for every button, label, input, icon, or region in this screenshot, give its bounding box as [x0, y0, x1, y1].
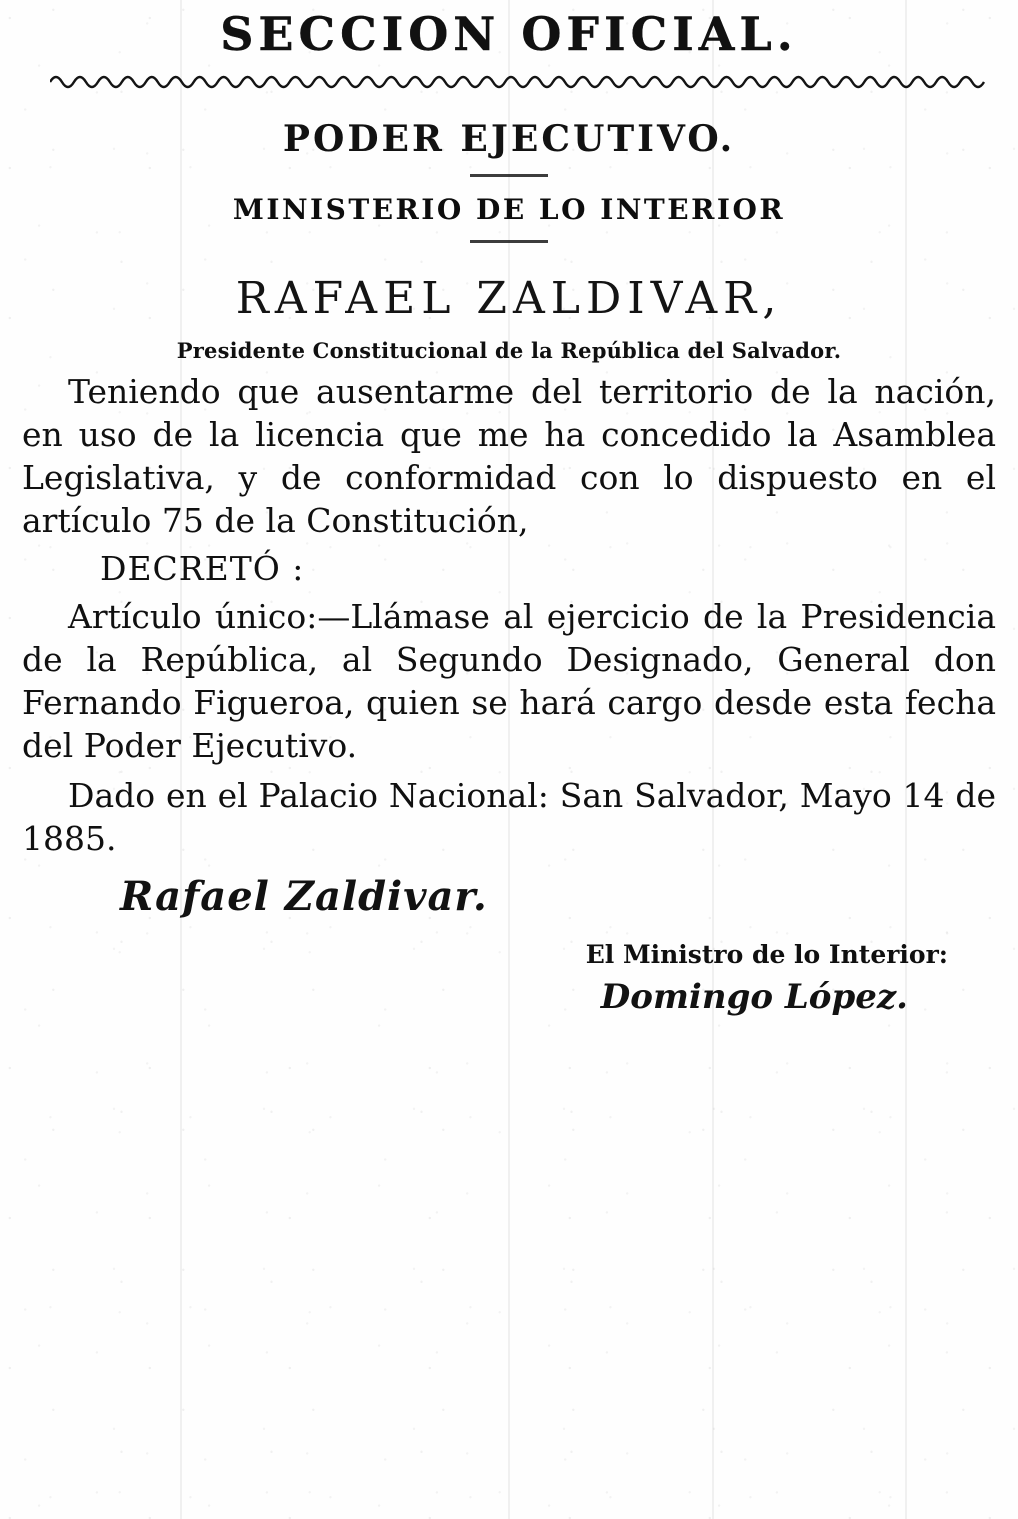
preamble-paragraph: Teniendo que ausentarme del territorio de la nación, en uso de la licencia que me ha concedido la Asamblea Legislativa, y de conformidad con lo dispuesto en el artículo 75 de la Constitución, [22, 372, 996, 540]
wavy-divider [50, 68, 988, 90]
preamble-block [22, 371, 996, 543]
president-title-subtitle: Presidente Constitucional de la República del Salvador. [176, 338, 842, 364]
page-title: SECCION OFICIAL. [220, 7, 798, 61]
section-heading-executive-power: PODER EJECUTIVO. [282, 118, 736, 161]
article-block [22, 596, 996, 768]
signature-president: Rafael Zaldivar. [120, 873, 488, 921]
article-paragraph: Artículo único:—Llámase al ejercicio de la Presidencia de la República, al Segundo Designado, General don Fernando Figueroa, quien se hará cargo desde esta fecha del Poder Ejecutivo. [22, 596, 996, 765]
minister-label: El Ministro de lo Interior: [585, 940, 948, 970]
short-divider [470, 240, 548, 243]
place-and-date: Dado en el Palacio Nacional: San Salvador, Mayo 14 de 1885. [22, 776, 996, 859]
president-name-heading: RAFAEL ZALDIVAR, [235, 273, 783, 325]
signature-minister: Domingo López. [600, 977, 908, 1018]
short-divider [470, 174, 548, 177]
section-heading-ministry: MINISTERIO DE LO INTERIOR [232, 193, 786, 227]
decree-label: DECRETÓ : [100, 548, 305, 588]
place-date-block [22, 775, 996, 861]
